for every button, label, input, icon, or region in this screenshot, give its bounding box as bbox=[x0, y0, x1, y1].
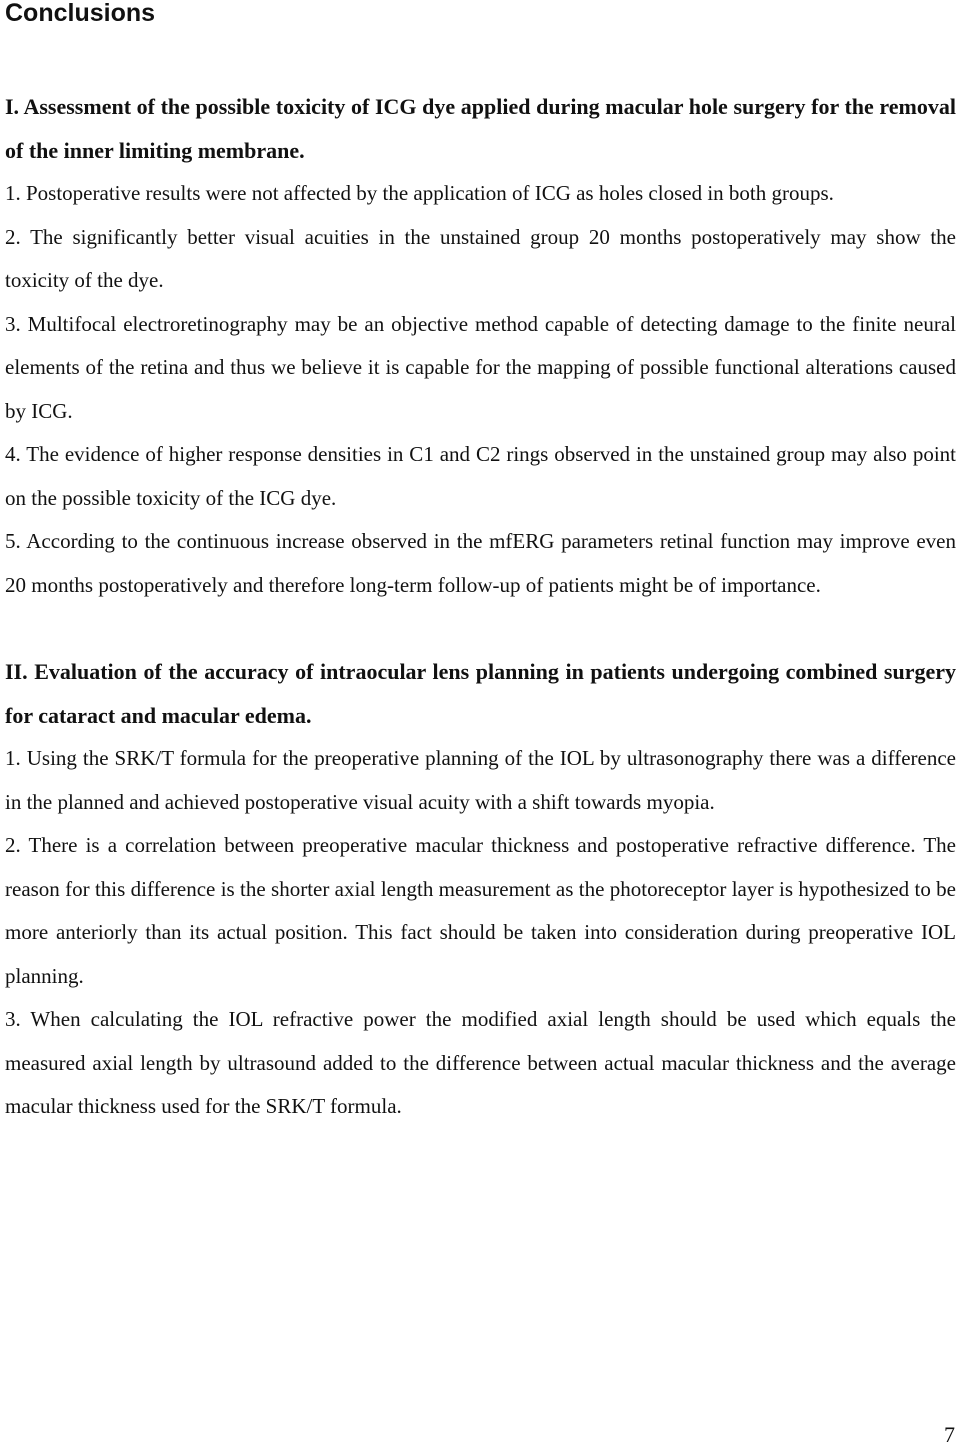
section-toxicity bbox=[5, 85, 956, 607]
conclusion-item: 2. There is a correlation between preoperative macular thickness and postoperative refractive difference. The reason for this difference is the shorter axial length measurement as the photoreceptor layer is hypothesized to be more anteriorly than its actual position. This fact should be taken into consideration during preoperative IOL planning. bbox=[5, 833, 956, 988]
conclusion-item: 5. According to the continuous increase observed in the mfERG parameters retinal function may improve even 20 months postoperatively and therefore long-term follow-up of patients might be of importance. bbox=[5, 529, 956, 597]
conclusion-item: 1. Using the SRK/T formula for the preoperative planning of the IOL by ultrasonography there was a difference in the planned and achieved postoperative visual acuity with a shift towards myopia. bbox=[5, 746, 956, 814]
conclusion-item: 3. When calculating the IOL refractive power the modified axial length should be used which equals the measured axial length by ultrasound added to the difference between actual macular thickness and the average macular thickness used for the SRK/T formula. bbox=[5, 1007, 956, 1118]
conclusion-item: 1. Postoperative results were not affected by the application of ICG as holes closed in both groups. bbox=[5, 181, 834, 205]
page-number: 7 bbox=[944, 1422, 955, 1447]
section-heading: I. Assessment of the possible toxicity of ICG dye applied during macular hole surgery for the removal of the inner limiting membrane. bbox=[5, 94, 956, 163]
document-page bbox=[5, 0, 956, 1129]
page-title: Conclusions bbox=[5, 0, 156, 27]
section-heading: II. Evaluation of the accuracy of intraocular lens planning in patients undergoing combined surgery for cataract and macular edema. bbox=[5, 659, 956, 728]
section-iol-planning bbox=[5, 650, 956, 1129]
conclusion-item: 3. Multifocal electroretinography may be an objective method capable of detecting damage to the finite neural elements of the retina and thus we believe it is capable for the mapping of possible functional alterations caused by ICG. bbox=[5, 311, 956, 423]
conclusion-item: 2. The significantly better visual acuities in the unstained group 20 months postoperatively may show the toxicity of the dye. bbox=[5, 224, 956, 292]
conclusion-item: 4. The evidence of higher response densities in C1 and C2 rings observed in the unstained group may also point on the possible toxicity of the ICG dye. bbox=[5, 442, 956, 510]
